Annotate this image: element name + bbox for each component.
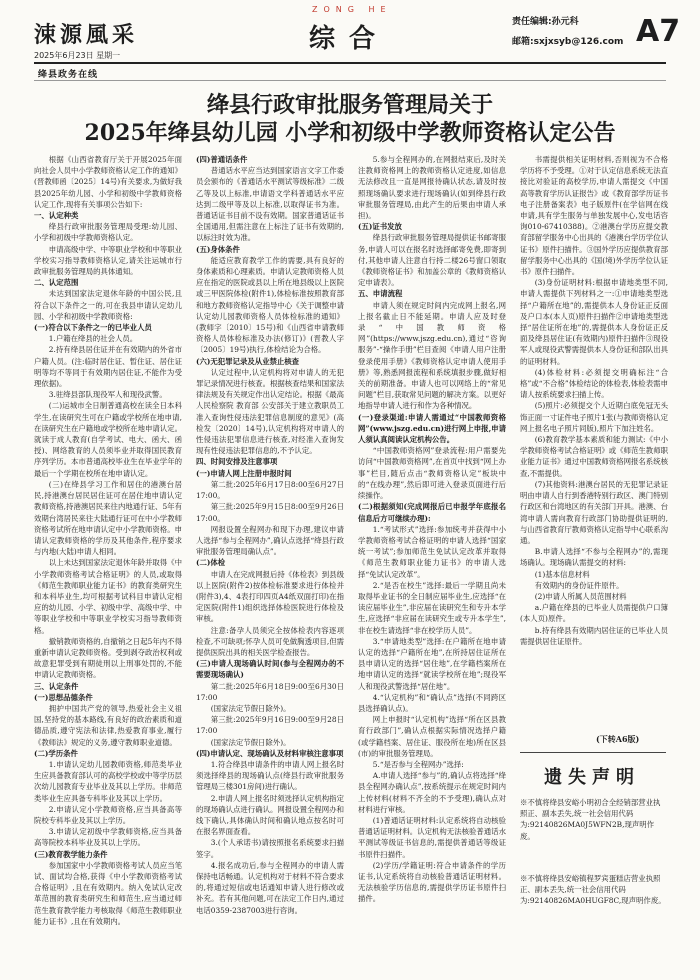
editor-name: 责任编辑:孙元科 [512,17,579,27]
paragraph: 有效期内的身份证件原件。 [534,580,624,590]
masthead-rule [34,62,666,64]
article-column-1 [34,154,182,934]
newspaper-name: 涑源風采 [34,22,139,48]
section-heading: (四)普通话条件 [196,155,248,164]
paragraph: A.申请人选择“参与”的,确认点将选择“绛县全程网办确认点”,按系统提示在规定时间内上传材料(材料不齐全的不予受理),确认点对材料进行审核。 [358,771,506,814]
paragraph: 撤销教师资格的,自撤销之日起5年内不得重新申请认定教师资格。受到剥夺政治权利或故意犯罪受到有期徒刑以上刑事处罚的,不能申请认定教师资格。 [34,636,182,680]
section-heading: (五)身体条件 [196,244,240,254]
paragraph: (2)学历/学籍证明:符合申请条件的学历证书,认定系统将自动核验普通话证明材料。无法核验学历信息的,需提供学历证书原件扫描件。 [358,860,506,904]
paragraph: 2.申请认定小学教师资格,应当具备高等院校专科毕业及其以上学历。 [34,804,182,825]
issue-date: 2025年6月23日 星期一 [34,51,121,60]
paragraph: 第二批:2025年6月17日8:00至6月27日17:00。 [196,479,344,501]
paragraph: “中国教师资格网”登录流程:用户需要先访问“中国教师资格网”,在首页中找到“网上办事”栏目,随后点击“教师资格认定”板块中的“在线办理”,然后即可进入登录页面进行后续操作。 [358,446,506,501]
paragraph: 申请人须在规定时间内完成网上报名,网上报名截止日不能延期。申请人应及时登录“中国教师资格网”(https://www.jszg.edu.cn),通过“咨询服务”-“操作手册”栏目查阅《申请人用户注册登录使用手册》《教师资格认定申请人使用手册》等,熟悉网报流程和系统填报步骤,做好相关的前期准备。申请人也可以网络上的“常见问题”栏目,获取常见问题的解决方案。以更好地指导申请人进行和作为各种情况。 [358,300,506,411]
paragraph: 1.符合绛县申请条件的申请人网上报名时须选择绛县的现场确认点(绛县行政审批服务管理局三楼301房间)进行确认。 [196,759,344,792]
paragraph: 2.申请人网上报名时须选择认定机构指定的现场确认点进行确认。网报设置全程网办和线下确认,具体确认时间和确认地点按名时可在报名界面查看。 [196,793,344,837]
lost-notice-title: 遗失声明 [544,767,640,788]
article-column-4 [520,154,668,730]
section-title: 综合 [309,24,390,54]
paragraph: 第三批:2025年9月15日8:00至9月26日17:00。 [196,502,344,523]
paragraph: (1)普通话证明材料:认定系统将自动核验普通话证明材料。认定机构无法核验普通话水平测试等级证书信息的,需提供普通话等级证书原件扫描件。 [358,815,506,859]
paragraph: 1.户籍在绛县的社会人员。 [48,334,138,344]
paragraph: (国家法定节假日除外)。 [210,737,291,747]
paragraph: a.户籍在绛县的已毕业人员需提供户口簿(本人页)原件。 [520,603,668,624]
section-heading: (二)根据须知(完成网报后已申报学年底报名信息后方可继续办理): [358,502,506,523]
paragraph: (4)体检材料:必须提交明确标注“合格”或“不合格”体检结论的体检表,体检表需申请人按系统要求扫描上传。 [520,367,668,400]
section-heading: (二)体检 [196,558,226,568]
paragraph: 1.申请认定幼儿园教师资格,师范类毕业生应具备教育部认可的高校学校或中等学历层次幼儿园教育专业毕业及其以上学历。非师范类毕业生应具备专科毕业及其以上学历。 [34,759,182,803]
paragraph: (6)教育教学基本素质和能力测试:《中小学教师资格考试合格证明》或《师范生教师职业能力证书》通过中国教师资格网报名系统核查,不需提供。 [520,435,668,478]
paragraph: (3)身份证明材料:根据申请地类型不同,申请人需提供下列材料之一:①申请地类型选择“户籍所在地”的,需提供本人身份证正反面及户口本(本人页)原件扫描件②申请地类型选择“居住证所在地”的,需提供本人身份证正反面及绛县居住证(有效期内)原件扫描件③现役军人或现役武警需提供本人身份证和部队出具的证明材料。 [520,278,668,366]
section-pinyin: ZONG HE [312,5,392,14]
section-heading: 三、认定条件 [34,681,79,691]
section-heading: (一)符合以下条件之一的已毕业人员 [34,323,152,333]
paragraph: 申请高级中学、中等职业学校和中等职业学校实习指导教师资格认定,请关注运城市行政审批服务管理局的具体通知。 [34,244,182,277]
editor-email: 邮箱:sxjxsyb@126.com [512,37,624,47]
paragraph: 2.持有绛县居住证并在有效期内的外省市户籍人员。(注:临时居住证、暂住证、居住证明等均不等同于有效期内居住证,不能作为受理依据)。 [34,345,182,389]
masthead [0,0,700,66]
article-column-2 [196,154,344,934]
paragraph: 申请人在完成网报后持《体检表》到县级以上医院(附件2)按体检标准要求进行体检并(附件3),4、4表打印四页A4纸双面打印)在指定医院(附件1)组织选择体检医院进行体检及审核。 [196,569,344,624]
section-heading: (三)申请人现场确认时间(参与全程网办的不需要现场确认) [196,659,344,680]
paragraph: 4.“认定机构”和“确认点”选择(不同跨区县选择确认点)。 [358,692,506,713]
headline-line-1: 绛县行政审批服务管理局关于 [206,92,493,118]
paragraph: 网上申报时“认定机构”选择“所在区县教育行政部门”,确认点根据实际情况选择户籍(或学籍档案、居住证、服役所在地)所在区县(市)的审批服务管理局。 [358,715,506,758]
paragraph: 5.参与全程网办的,在网报结束后,及时关注教师资格网上的教师资格认定进度,如信息无法修改且一直是网报待确认状态,请及时按照现场确认要求进行现场确认(如到绛县行政审批服务管理局,由此产生的后果由申请人承担)。 [358,155,506,221]
paragraph: 第二批:2025年6月18日9:00至6月30日17:00 [196,681,344,702]
paragraph: 3.驻绛县部队现役军人和现役武警。 [48,390,167,400]
paragraph: 绛县行政审批服务管理局受理:幼儿园、小学和初级中学教师资格认定。 [34,222,182,243]
paragraph: 2.“是否在校生”选择:最后一学期且尚未取得毕业证书的全日制应届毕业生,应选择“在读应届毕业生”,非应届在读研究生和专升本学生,应选择“非应届在读研究生或专升本学生”,非在校生请选择“非在校学历人员”。 [358,580,506,635]
section-heading: 四、时间安排及注意事项 [196,457,278,467]
section-heading: (六)无犯罪记录及从业禁止核查 [196,356,300,366]
paragraph: B.申请人选择“不参与全程网办”的,需现场确认。现场确认需提交的材料: [520,547,668,568]
paragraph: 拥护中国共产党的领导,热爱社会主义祖国,坚持党的基本路线,有良好的政治素质和道德品质,遵守宪法和法律,热爱教育事业,履行《教师法》规定的义务,遵守教师职业道德。 [34,703,182,747]
paragraph: (国家法定节假日除外)。 [210,703,291,713]
paragraph: 以上未达到国家法定退休年龄并取得《中小学教师资格考试合格证明》的人员,或取得《师范生教师职业能力证书》的教育类研究生和本科毕业生,均可根据考试科目申请认定相应的幼儿园、小学、初级中学、高级中学、中等职业学校和中等职业学校实习指导教师资格。 [34,558,182,635]
section-heading: 五、申请流程 [358,289,403,299]
paragraph: 注意:备孕人员须完全按体检表内容逐项检查,不可缺项;怀孕人员可免做胸透项目,但需提供医院出具的相关医学检查报告。 [196,625,344,657]
paragraph: 认定过程中,认定机构将对申请人的无犯罪记录情况进行核查。根据核查结果和国家法律法规及有关规定作出认定结论。根据《最高人民检察院 教育部 公安部关于建立教职员工准入查询性侵违法犯罪信息制度的意见》(高检发〔2020〕14号),认定机构将对申请人的性侵违法犯罪信息进行核查,对经准入查询发现有性侵违法犯罪信息的,不予认定。 [196,367,344,456]
paragraph: (2)申请人所属人员范围材料 [534,591,627,601]
section-heading: 一、认定种类 [34,211,79,221]
section-heading: (一)申请人网上注册申报时间 [196,468,292,478]
paragraph: 参加国家中小学教师资格考试人员应当笔试、面试均合格,获得《中小学教师资格考试合格证明》,且在有效期内。纳入免试认定改革范围的教育类研究生和师范生,应当通过师范生教育教学能力考核取得《师范生教师职业能力证书》,且在有效期内。 [34,860,182,926]
lost-notice-box [520,752,666,951]
paragraph: 5.“是否参与全程网办”选择: [372,759,464,769]
paragraph: 根据《山西省教育厅关于开展2025年面向社会人员中小学教师资格认定工作的通知》(晋教师函〔2025〕14号)有关要求,为做好我县2025年幼儿园、小学和初级中学教师资格认定工作,现将有关事项公告如下: [34,155,182,209]
paragraph: 普通话水平应当达到国家语言文字工作委员会颁布的《普通话水平测试等级标准》二级乙等及以上标准,申请语文学科普通话水平应达到二级甲等及以上标准,以取得证书为准。普通话证书目前不设有效期。国家普通话证书全国通用,但需注意在上标注了证书有效期的,以标注时效为准。 [196,166,344,243]
continued-note: (下转A6版) [596,734,640,744]
paragraph: 3.“申请地类型”选择:在户籍所在地申请认定的选择“户籍所在地”,在所持居住证所在县申请认定的选择“居住地”,在学籍档案所在地申请认定的选择“就读学校所在地”;现役军人和现役武警选择“居住地”。 [358,636,506,691]
paragraph: 未达到国家法定退休年龄的中国公民,且符合以下条件之一的,可在我县申请认定幼儿园、小学和初级中学教师资格: [34,289,182,321]
lost-notice-item: ※不慎将绛县安峪镇程罗宾蛋糕店营业执照正、副本丢失,统一社会信用代码为:92140826MA0HUGF8C,现声明作废。 [520,874,666,906]
column-tag-label: 绛县政务在线 [38,70,99,80]
paragraph: b.持有绛县有效期内居住证的已毕业人员需提供居住证原件。 [520,625,668,646]
paragraph: (二)运城市全日制普通高校在读全日本科学生,在读研究生可在户籍或学校所在地申请,在读研究生在户籍地或学校所在地申请认定。就读于成人教育(自学考试、电大、函大、函授)、网络教育的人员须毕业并取得国民教育序列学历。本市普通高校毕业生在毕业学年的最后一个学期在校所在地申请认定。 [34,401,182,478]
section-heading: (五)证书发放 [358,222,402,232]
paragraph: (7)其他资料:港澳台居民的无犯罪记录证明由申请人自行到香港特别行政区、澳门特别行政区和台湾地区的有关部门开具。港澳、台湾申请人需向教育行政部门协助提供证明的,与山西省教育厅教师资格认定指导中心联系沟通。 [520,479,668,545]
section-heading: 二、认定范围 [34,278,79,288]
section-heading: (一)登录渠道:申请人需通过“中国教师资格网”(www.jszg.edu.cn)进行网上申报,申请人须认真阅读认定机构公告。 [358,412,506,445]
paragraph: 4.报名成功后,参与全程网办的申请人需保持电话畅通。认定机构对于材料不符合要求的,将通过短信或电话通知申请人进行修改或补充。若有其他问题,可在法定工作日内,通过电话0359-2387003进行咨询。 [196,860,344,915]
headline-line-2: 2025年绛县幼儿园 小学和初级中学教师资格认定公告 [84,120,616,146]
paragraph: (1)基本信息材料 [534,569,590,579]
paragraph: 3.(个人承诺书)请按照报名系统要求扫描签字。 [196,838,344,859]
section-heading: (三)教育教学能力条件 [34,849,108,859]
section-heading: (四)申请认定、现场确认及材料审核注意事项 [196,748,344,758]
section-heading: (二)学历条件 [34,748,78,758]
paragraph: 能适应教育教学工作的需要,具有良好的身体素质和心理素质。申请认定教师资格人员应在指定的医院或县以上所在地县级以上医院或三甲医院体检(附件1),体检标准按照教育部和地方教师资格认定指导中心《关于调整申请认定幼儿园教师资格人员体检标准的通知》(教师字〔2010〕15号)和《山西省申请教师资格人员体检标准及办法(修订)》(晋教人字〔2005〕19号)执行,体检结论为合格。 [196,255,344,355]
section-heading: (一)思想品德条件 [34,692,93,702]
column-tag [34,66,666,81]
paragraph: (5)照片:必须提交个人近期白底免冠无头饰正面一寸证件电子照片1张(与教师资格认定网上报名电子照片同版),照片下加注姓名。 [520,401,668,433]
paragraph: 绛县行政审批服务管理局提供证书邮寄服务,申请人可以在报名时选择邮寄免费,即寄到付,其他申请人注意自行持二楼26号窗口领取《教师资格证书》和加盖公章的《教师资格认定申请表》。 [358,233,506,288]
paragraph: 1.“考试形式”选择:参加统考并获得中小学教师资格考试合格证明的申请人选择“国家统一考试”;参加师范生免试认定改革并取得《师范生教师职业能力证书》的申请人选择“免试认定改革”。 [358,524,506,579]
paragraph: 书需提供相关证明材料,否则视为不合格学历将不予受理。①对于认定信息系统无法直接比对验证的高校学历,申请人需提交《中国高等教育学历认证报告》或《教育部学历证书电子注册备案表》电子版原件(在学信网在线申请,具有学生服务与单独发展中心,发电话咨询010-67410388)。②港澳台学历应提交教育部留学服务中心出具的《港澳台学历学位认证书》原件扫描件。③国外学历应提供教育部留学服务中心出具的《国(境)外学历学位认证书》原件扫描件。 [520,155,668,277]
paragraph: (三)在绛县学习工作和居住的港澳台居民,持港澳台居民居住证可在居住地申请认定教师资格,持港澳居民来往内地通行证、5年有效期台湾居民来往大陆通行证可在中小学教师资格考试所在地申请认定中小学教师资格。申请认定教师资格的学历及其他条件,程序要求与内地(大陆)申请人相同。 [34,479,182,557]
paragraph: 3.申请认定初级中学教师资格,应当具备高等院校本科毕业及其以上学历。 [34,827,182,848]
paragraph: 第三批:2025年9月16日9:00至9月28日17:00 [196,715,344,736]
page-number: A7 [636,14,681,49]
article-column-3 [358,154,506,934]
lost-notice-item: ※不慎将绛县安峪小明初合全经销部营业执照正、副本丢失,统一社会信用代码为:92140826MA0J5WFN2B,现声明作废。 [520,798,661,841]
paragraph: 网报设置全程网办和现下办理,建议申请人选择“参与全程网办”,确认点选择“绛县行政审批服务管理局确认点”。 [196,524,344,557]
